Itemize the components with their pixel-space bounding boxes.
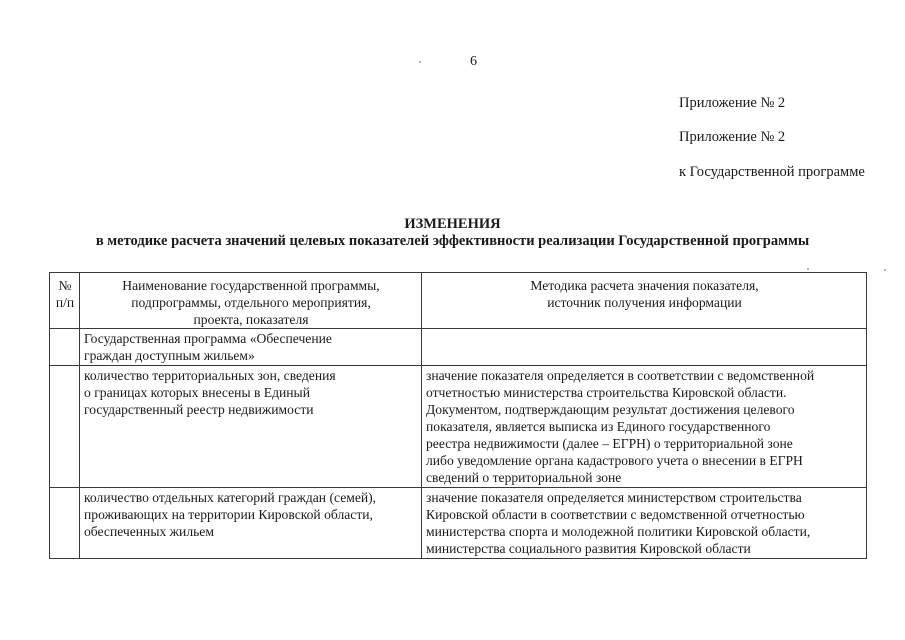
document-title: ИЗМЕНЕНИЯ [404,216,501,232]
header-method [422,273,867,329]
row-name-cell [80,329,422,366]
header-number [50,273,80,329]
cell-line: отчетностью министерства строительства Кировской области. [426,385,787,400]
header-method-line: Методика расчета значения показателя, [530,278,759,293]
header-number-line: № [58,278,72,293]
cell-line: Документом, подтверждающим результат достижения целевого [426,402,795,417]
cell-line: либо уведомление органа кадастрового учета о внесении в ЕГРН [426,453,803,468]
row-method-cell [422,488,867,559]
row-number-cell [50,366,80,488]
row-number-cell [50,329,80,366]
appendix-label-repeat: Приложение № 2 [679,129,786,145]
header-name-line: проекта, показателя [193,312,309,327]
row-method-cell [422,329,867,366]
appendix-label: Приложение № 2 [679,95,786,111]
page-number: 6 [470,54,477,69]
appendix-reference: к Государственной программе [679,164,865,180]
header-name-line: Наименование государственной программы, [122,278,380,293]
cell-line: сведений о территориальной зоне [426,470,622,485]
scan-speck [807,268,809,270]
cell-line: показателя, является выписка из Единого государственного [426,419,771,434]
table-row [50,488,867,559]
header-name [80,273,422,329]
cell-line: значение показателя определяется в соответствии с ведомственной [426,368,815,383]
table-header-row [50,273,867,329]
cell-line: о границах которых внесены в Единый [84,385,310,400]
document-subtitle: в методике расчета значений целевых показателей эффективности реализации Государственной программы [95,233,810,249]
cell-line: проживающих на территории Кировской области, [84,507,373,522]
table-row [50,329,867,366]
cell-line: обеспеченных жильем [84,524,214,539]
header-method-line: источник получения информации [547,295,742,310]
cell-line: значение показателя определяется министерством строительства [426,490,802,505]
cell-line: государственный реестр недвижимости [84,402,314,417]
header-number-line: п/п [55,295,75,310]
cell-line: реестра недвижимости (далее – ЕГРН) о территориальной зоне [426,436,793,451]
scan-speck [884,269,886,271]
row-number-cell [50,488,80,559]
cell-line: Кировской области в соответствии с ведомственной отчетностью [426,507,805,522]
table-row [50,366,867,488]
changes-table [49,272,867,559]
cell-line: количество отдельных категорий граждан (семей), [84,490,377,505]
row-name-cell [80,488,422,559]
row-name-cell [80,366,422,488]
cell-line: граждан доступным жильем» [84,348,255,363]
row-method-cell [422,366,867,488]
cell-line: министерства социального развития Кировской области [426,541,751,556]
cell-line: количество территориальных зон, сведения [84,368,336,383]
cell-line: Государственная программа «Обеспечение [84,331,332,346]
scan-speck [419,61,421,63]
header-name-line: подпрограммы, отдельного мероприятия, [131,295,371,310]
cell-line: министерства спорта и молодежной политики Кировской области, [426,524,811,539]
